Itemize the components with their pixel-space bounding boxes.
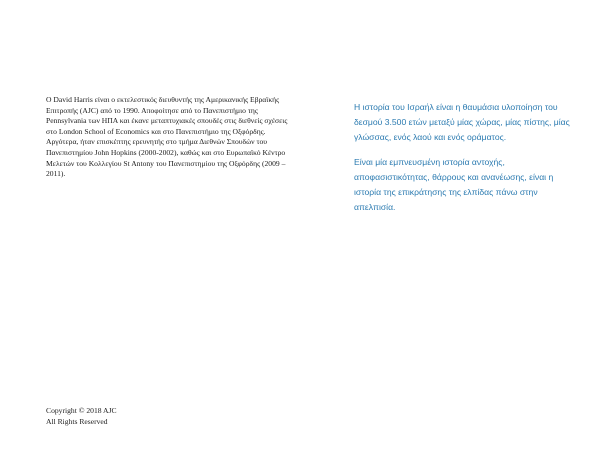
author-bio (46, 95, 296, 180)
rights-line: All Rights Reserved (46, 416, 108, 426)
quote-paragraph-1: Η ιστορία του Ισραήλ είναι η θαυμάσια υλοποίηση του δεσμού 3.500 ετών μεταξύ μίας χώρας, μίας πίστης, μίας γλώσσας, ενός λαού και ενός οράματος. (354, 102, 570, 142)
quote-paragraph-2: Είναι μία εμπνευσμένη ιστορία αντοχής, αποφασιστικότητας, θάρρους και ανανέωσης, είναι η ιστορία της επικράτησης της ελπίδας πάνω στην απελπισία. (354, 157, 554, 212)
pull-quote (354, 100, 574, 225)
copyright-line: Copyright © 2018 AJC (46, 406, 117, 415)
bio-paragraph-1: Ο David Harris είναι ο εκτελεστικός διευθυντής της Αμερικανικής Εβραϊκής Επιτροπής (AJC) από το 1990. Αποφοίτησε από το Πανεπιστήμιο της Pennsylvania των ΗΠΑ και έκανε μεταπτυχιακές σπουδές στις διεθνείς σχέσεις στο London School of Economics και στο Πανεπιστήμιο της Οξφόρδης. (46, 95, 288, 136)
bio-paragraph-2: Αργότερα, ήταν επισκέπτης ερευνητής στο τμήμα Διεθνών Σπουδών του Πανεπιστημίου John Hopkins (2000-2002), καθώς και στο Ευρωπαϊκό Κέντρο Μελετών του Κολλεγίου St Antony του Πανεπιστημίου της Οξφόρδης (2009 – 2011). (46, 137, 286, 179)
copyright-notice (46, 406, 117, 427)
